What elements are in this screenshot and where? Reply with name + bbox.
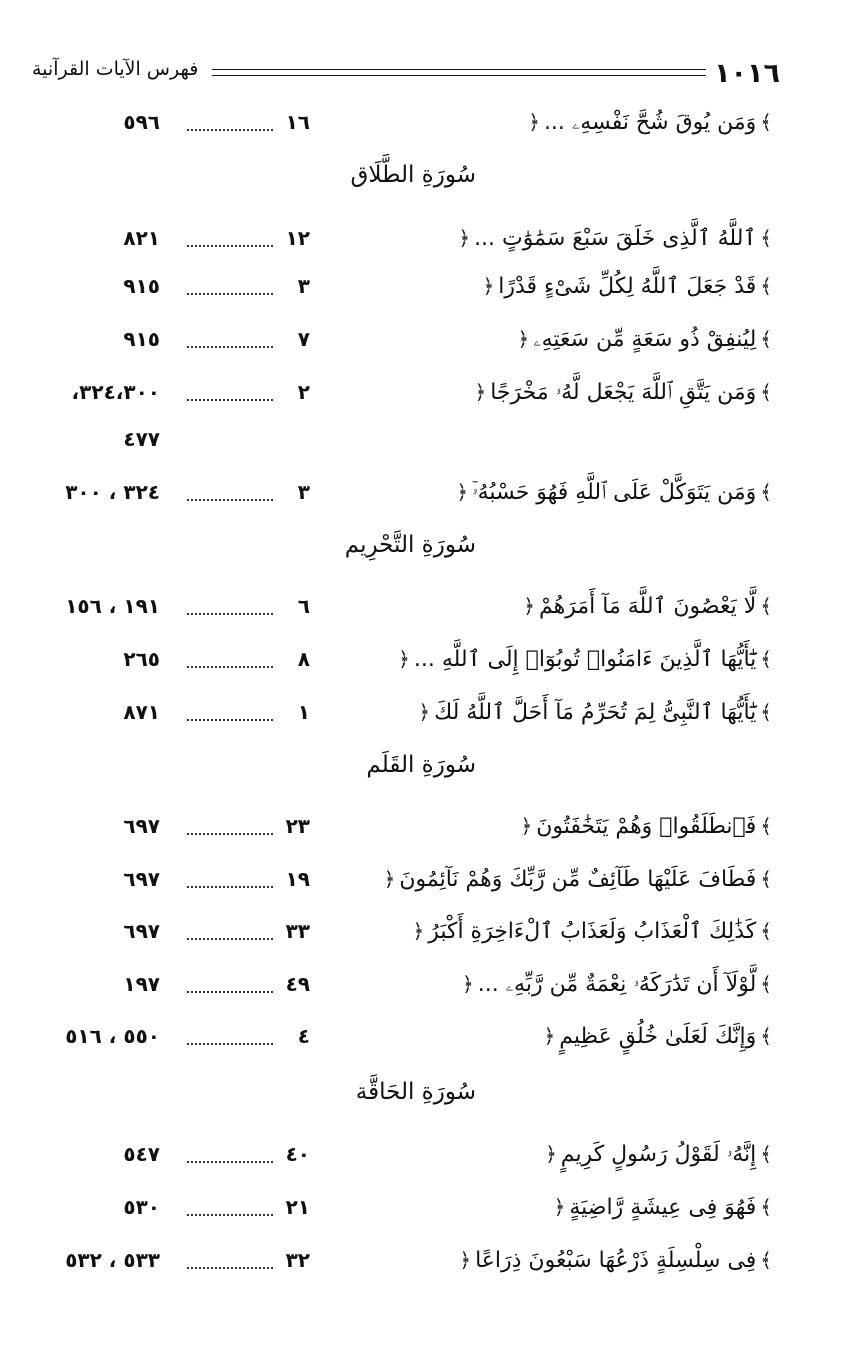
verse-text [380,859,776,900]
ornate-bracket-open: ﴾ [760,867,772,891]
ornate-bracket-close: ﴿ [482,274,495,298]
page-references: ٦٩٧ [123,919,160,943]
index-entry [0,586,868,626]
page-references: ٥٤٧ [123,1142,160,1166]
verse-text [452,472,776,513]
verse-words: يَٰٓأَيُّهَا ٱلنَّبِىُّ لِمَ تُحَرِّمُ مَآ أَحَلَّ ٱللَّهُ لَكَ [434,700,757,725]
ornate-bracket-open: ﴾ [760,647,772,671]
dot-leader [187,613,273,615]
index-entry [0,911,868,951]
ayah-number: ٨ [297,647,310,671]
page-references: ١٩١ ، ١٥٦ [65,594,160,618]
index-entry [0,372,868,412]
page-references: ٥٣٠ [123,1195,160,1219]
ayah-number: ٢٣ [285,814,310,838]
ornate-bracket-open: ﴾ [760,1142,772,1166]
index-entry [0,266,868,306]
ayah-number: ٢١ [285,1195,310,1219]
dot-leader [187,1267,273,1269]
verse-words: وَمَن يُوقَ شُحَّ نَفْسِهِۦ ... [543,110,757,135]
index-entry-continuation [0,419,868,459]
ornate-bracket-close: ﴿ [543,1024,556,1048]
verse-words: فَٱنطَلَقُوا۟ وَهُمْ يَتَخَٰفَتُونَ [536,814,757,839]
ayah-number: ٦ [297,594,310,618]
page-references: ٦٩٧ [123,867,160,891]
index-entry [0,1134,868,1174]
verse-text [454,218,776,259]
ornate-bracket-open: ﴾ [760,1248,772,1272]
verse-text [513,319,776,360]
ornate-bracket-close: ﴿ [458,226,471,250]
page-references: ٦٩٧ [123,814,160,838]
verse-text [394,639,776,680]
ayah-number: ٣ [297,480,310,504]
ayah-number: ٤٩ [285,972,310,996]
ornate-bracket-close: ﴿ [474,380,487,404]
dot-leader [187,666,273,668]
dot-leader [187,991,273,993]
surah-heading: سُورَةِ الحَاقَّة [355,1079,476,1105]
ornate-bracket-close: ﴿ [456,480,469,504]
verse-text [408,911,776,952]
ornate-bracket-open: ﴾ [760,700,772,724]
verse-words: فِى سِلْسِلَةٍ ذَرْعُهَا سَبْعُونَ ذِرَاعًا [475,1248,757,1273]
dot-leader [187,346,273,348]
verse-text [516,806,776,847]
ornate-bracket-open: ﴾ [760,380,772,404]
header-double-rule [212,69,706,76]
verse-words: ٱللَّهُ ٱلَّذِى خَلَقَ سَبْعَ سَمَٰوَٰتٍ ... [474,226,757,251]
ayah-number: ١٩ [285,867,310,891]
ayah-number: ٤ [297,1024,310,1048]
verse-words: يَٰٓأَيُّهَا ٱلَّذِينَ ءَامَنُوا۟ تُوبُوٓا۟ إِلَى ٱللَّهِ ... [413,647,757,672]
ornate-bracket-open: ﴾ [760,110,772,134]
page-references: ٨٢١ [123,226,160,250]
index-entry [0,859,868,899]
dot-leader [187,499,273,501]
page-number: ١٠١٦ [714,58,780,89]
page-references: ٢٦٥ [123,647,160,671]
index-entry [0,319,868,359]
page-references: ٩١٥ [123,274,160,298]
ornate-bracket-open: ﴾ [760,594,772,618]
verse-words: قَدْ جَعَلَ ٱللَّهُ لِكُلِّ شَىْءٍ قَدْرًا [498,274,757,299]
dot-leader [187,719,273,721]
ornate-bracket-close: ﴿ [383,867,396,891]
verse-words: لَّوْلَآ أَن تَدَٰرَكَهُۥ نِعْمَةٌ مِّن رَّبِّهِۦ ... [477,972,757,997]
ornate-bracket-close: ﴿ [523,594,535,618]
verse-words: فَطَافَ عَلَيْهَا طَآئِفٌ مِّن رَّبِّكَ وَهُمْ نَآئِمُونَ [399,867,757,892]
page-references: ٥٩٦ [123,110,160,134]
verse-text [414,692,776,733]
dot-leader [187,245,273,247]
ornate-bracket-open: ﴾ [760,919,772,943]
verse-words: وَمَن يَتَّقِ ٱللَّهَ يَجْعَل لَّهُۥ مَخْرَجًا [490,380,757,405]
ornate-bracket-close: ﴿ [412,919,425,943]
verse-text [524,102,776,143]
running-title: فهرس الآيات القرآنية [32,58,199,80]
dot-leader [187,129,273,131]
page-references: ٩١٥ [123,327,160,351]
verse-words: وَإِنَّكَ لَعَلَىٰ خُلُقٍ عَظِيمٍ [559,1024,757,1049]
ornate-bracket-open: ﴾ [760,327,772,351]
verse-text [541,1134,776,1175]
ayah-number: ٤٠ [285,1142,310,1166]
index-entry [0,692,868,732]
verse-words: وَمَن يَتَوَكَّلْ عَلَى ٱللَّهِ فَهُوَ حَسْبُهُۥٓ [472,480,757,505]
surah-heading: سُورَةِ القَلَم [366,752,476,778]
verse-text [455,1240,776,1281]
running-header [32,52,780,92]
ornate-bracket-open: ﴾ [760,226,772,250]
verse-words: كَذَٰلِكَ ٱلْعَذَابُ وَلَعَذَابُ ٱلْءَاخِرَةِ أَكْبَرُ [428,919,757,944]
dot-leader [187,833,273,835]
ornate-bracket-close: ﴿ [418,700,431,724]
ayah-number: ٣ [297,274,310,298]
page-references: ٣٢٤ ، ٣٠٠ [65,480,160,504]
surah-heading: سُورَةِ التَّحْرِيم [344,532,476,558]
dot-leader [187,399,273,401]
index-entry [0,639,868,679]
ornate-bracket-open: ﴾ [760,274,772,298]
index-entry [0,1240,868,1280]
index-entry [0,964,868,1004]
verse-text [519,586,776,627]
verse-words: إِنَّهُۥ لَقَوْلُ رَسُولٍ كَرِيمٍ [560,1142,757,1167]
index-entry [0,1187,868,1227]
verse-text [550,1187,776,1228]
verse-text [458,964,776,1005]
page-references: ٨٧١ [123,700,160,724]
verse-words: لَّا يَعْصُونَ ٱللَّهَ مَآ أَمَرَهُمْ [538,594,757,619]
dot-leader [187,938,273,940]
dot-leader [187,1043,273,1045]
ayah-number: ١٢ [285,226,310,250]
verse-text [479,266,776,307]
index-entry [0,472,868,512]
page-references: ٣٢٤،٣٠٠، [71,380,160,404]
page-references: ٥٥٠ ، ٥١٦ [65,1024,160,1048]
dot-leader [187,886,273,888]
ornate-bracket-open: ﴾ [760,480,772,504]
page-references: ٥٣٣ ، ٥٣٢ [65,1248,160,1272]
ayah-number: ٧ [297,327,310,351]
ornate-bracket-close: ﴿ [398,647,410,671]
verse-words: فَهُوَ فِى عِيشَةٍ رَّاضِيَةٍ [569,1195,757,1220]
ayah-number: ٢ [297,380,310,404]
ornate-bracket-close: ﴿ [517,327,530,351]
dot-leader [187,1161,273,1163]
ornate-bracket-close: ﴿ [459,1248,472,1272]
ornate-bracket-open: ﴾ [760,972,772,996]
ayah-number: ١٦ [285,110,310,134]
verse-text [540,1016,776,1057]
ornate-bracket-open: ﴾ [760,1195,772,1219]
index-entry [0,806,868,846]
verse-words: لِيُنفِقْ ذُو سَعَةٍ مِّن سَعَتِهِۦ [533,327,757,352]
ornate-bracket-close: ﴿ [520,814,533,838]
verse-text [470,372,776,413]
ornate-bracket-close: ﴿ [545,1142,557,1166]
ornate-bracket-close: ﴿ [461,972,474,996]
ornate-bracket-open: ﴾ [760,814,772,838]
index-entry [0,218,868,258]
dot-leader [187,293,273,295]
page-references: ٤٧٧ [123,427,160,451]
page-references: ١٩٧ [123,972,160,996]
ornate-bracket-close: ﴿ [553,1195,566,1219]
ornate-bracket-open: ﴾ [760,1024,772,1048]
surah-heading: سُورَةِ الطَّلَاق [350,162,476,188]
ornate-bracket-close: ﴿ [528,110,540,134]
index-entry [0,1016,868,1056]
dot-leader [187,1214,273,1216]
index-entry [0,102,868,142]
ayah-number: ١ [297,700,310,724]
ayah-number: ٣٣ [285,919,310,943]
ayah-number: ٣٢ [285,1248,310,1272]
